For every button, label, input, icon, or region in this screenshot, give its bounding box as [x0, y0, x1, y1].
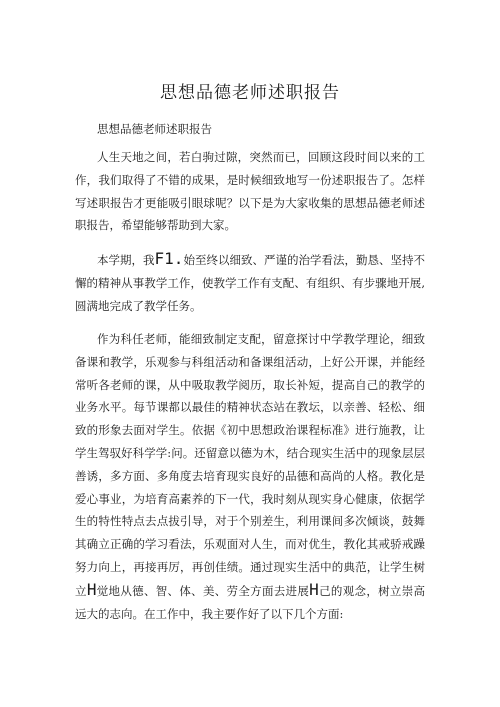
- paragraph-semester-text-b: 始至终以细致、严谨的治学看法，勤恳、坚持不懈的精神从事教学工作，使教学工作有支配、有组织、有步骤地开展,圆满地完成了教学任务。: [75, 253, 426, 313]
- paragraph-teaching-mark-2: H: [309, 579, 319, 599]
- paragraph-teaching-text-a: 作为科任老师，能细致制定支配，留意探讨中学教学理论，细致备课和教学，乐观参与科组活动和备课组活动，上好公开课，并能经常听各老师的课，从中吸取教学阅历，取长补短，提高自己的教学的业务水平。每节课都以最佳的精神状态站在教坛，以亲善、轻松、细致的形象去面对学生。依据《初中思想政治课程标准》进行施教，让学生驾驭好科学学:问。还留意以德为木，结合现实生活中的现象层层善诱，多方面、多角度去培育现实良好的品德和高尚的人格。教化是爱心事业，为培育高素养的下一代，我时刻从现实身心健康，依据学生的特性特点去点拔引导，对于个别差生，利用课间多次倾谈，鼓舞其确立正确的学习看法，乐观面对人生，而对优生，教化其戒骄戒躁努力向上，再接再厉，再创佳绩。通过现实生活中的典范，让学生树立: [75, 332, 425, 598]
- paragraph-semester-text-a: 本学期，我: [97, 253, 155, 267]
- document-title: 思想品德老师述职报告: [160, 83, 340, 103]
- paragraph-teaching-text-c: 己的观念，树立崇高远大的志向。在工作中，我主要作好了以下几个方面:: [75, 583, 426, 621]
- paragraph-teaching: [75, 328, 425, 625]
- paragraph-semester: [75, 248, 425, 317]
- paragraph-teaching-text-b: 觉地从德、智、体、美、劳全方面去进展: [96, 583, 310, 598]
- document-subtitle: 思想品德老师述职报告: [97, 122, 212, 136]
- paragraph-semester-mark: F1.: [154, 249, 184, 268]
- paragraph-teaching-mark-1: H: [86, 579, 97, 599]
- paragraph-intro: 人生天地之间，若白驹过隙，突然而已，回顾这段时间以来的工作，我们取得了不错的成果，是时候细致地写一份述职报告了。怎样写述职报告才更能吸引眼球呢？以下是为大家收集的思想品德老师述职报告，希望能够帮助到大家。: [75, 150, 425, 233]
